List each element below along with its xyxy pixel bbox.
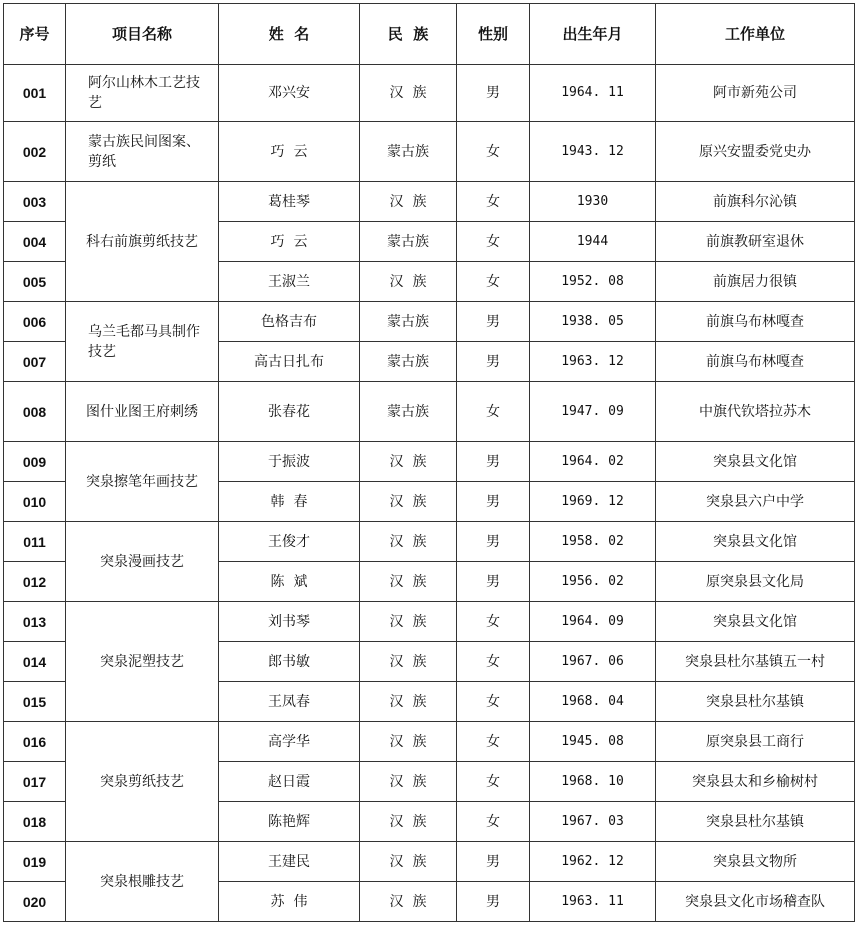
gender-cell: 男	[457, 342, 530, 382]
gender-cell: 女	[457, 682, 530, 722]
name-cell: 邓兴安	[219, 65, 360, 122]
unit-cell: 突泉县六户中学	[656, 482, 855, 522]
seq-cell: 005	[4, 262, 66, 302]
birth-cell: 1964. 02	[530, 442, 656, 482]
name-cell: 巧 云	[219, 122, 360, 182]
ethnicity-cell: 汉 族	[360, 802, 457, 842]
gender-cell: 女	[457, 382, 530, 442]
table-row	[4, 842, 855, 882]
seq-cell: 001	[4, 65, 66, 122]
gender-cell: 女	[457, 222, 530, 262]
table-row	[4, 522, 855, 562]
unit-cell: 前旗乌布林嘎查	[656, 302, 855, 342]
birth-cell: 1947. 09	[530, 382, 656, 442]
ethnicity-cell: 蒙古族	[360, 382, 457, 442]
seq-cell: 006	[4, 302, 66, 342]
unit-cell: 原兴安盟委党史办	[656, 122, 855, 182]
unit-cell: 突泉县文化馆	[656, 442, 855, 482]
name-cell: 王俊才	[219, 522, 360, 562]
unit-cell: 中旗代钦塔拉苏木	[656, 382, 855, 442]
gender-cell: 男	[457, 482, 530, 522]
unit-cell: 前旗科尔沁镇	[656, 182, 855, 222]
name-cell: 巧 云	[219, 222, 360, 262]
birth-cell: 1952. 08	[530, 262, 656, 302]
name-cell: 韩 春	[219, 482, 360, 522]
table-body	[4, 65, 855, 922]
name-cell: 陈 斌	[219, 562, 360, 602]
seq-cell: 008	[4, 382, 66, 442]
name-cell: 张春花	[219, 382, 360, 442]
name-cell: 葛桂琴	[219, 182, 360, 222]
birth-cell: 1956. 02	[530, 562, 656, 602]
name-cell: 王淑兰	[219, 262, 360, 302]
seq-cell: 012	[4, 562, 66, 602]
name-cell: 于振波	[219, 442, 360, 482]
header-birth: 出生年月	[530, 4, 656, 65]
gender-cell: 女	[457, 722, 530, 762]
ethnicity-cell: 汉 族	[360, 682, 457, 722]
birth-cell: 1962. 12	[530, 842, 656, 882]
birth-cell: 1968. 04	[530, 682, 656, 722]
ethnicity-cell: 汉 族	[360, 842, 457, 882]
table-row	[4, 602, 855, 642]
birth-cell: 1963. 11	[530, 882, 656, 922]
name-cell: 王建民	[219, 842, 360, 882]
ethnicity-cell: 汉 族	[360, 442, 457, 482]
gender-cell: 男	[457, 302, 530, 342]
name-cell: 赵日霞	[219, 762, 360, 802]
table-row	[4, 722, 855, 762]
name-cell: 苏 伟	[219, 882, 360, 922]
table-row	[4, 182, 855, 222]
ethnicity-cell: 汉 族	[360, 522, 457, 562]
birth-cell: 1967. 06	[530, 642, 656, 682]
birth-cell: 1964. 09	[530, 602, 656, 642]
name-cell: 郎书敏	[219, 642, 360, 682]
seq-cell: 009	[4, 442, 66, 482]
unit-cell: 阿市新苑公司	[656, 65, 855, 122]
seq-cell: 004	[4, 222, 66, 262]
unit-cell: 突泉县文化馆	[656, 522, 855, 562]
table-row	[4, 382, 855, 442]
project-cell: 科右前旗剪纸技艺	[66, 182, 219, 302]
unit-cell: 突泉县文化馆	[656, 602, 855, 642]
gender-cell: 女	[457, 802, 530, 842]
birth-cell: 1968. 10	[530, 762, 656, 802]
unit-cell: 前旗教研室退休	[656, 222, 855, 262]
unit-cell: 突泉县杜尔基镇	[656, 802, 855, 842]
name-cell: 色格吉布	[219, 302, 360, 342]
seq-cell: 011	[4, 522, 66, 562]
ethnicity-cell: 汉 族	[360, 65, 457, 122]
gender-cell: 男	[457, 522, 530, 562]
unit-cell: 原突泉县文化局	[656, 562, 855, 602]
unit-cell: 突泉县杜尔基镇五一村	[656, 642, 855, 682]
seq-cell: 007	[4, 342, 66, 382]
ethnicity-cell: 汉 族	[360, 602, 457, 642]
seq-cell: 019	[4, 842, 66, 882]
birth-cell: 1969. 12	[530, 482, 656, 522]
ethnicity-cell: 汉 族	[360, 262, 457, 302]
gender-cell: 女	[457, 262, 530, 302]
birth-cell: 1938. 05	[530, 302, 656, 342]
unit-cell: 突泉县文物所	[656, 842, 855, 882]
header-name: 姓 名	[219, 4, 360, 65]
gender-cell: 男	[457, 442, 530, 482]
seq-cell: 002	[4, 122, 66, 182]
name-cell: 陈艳辉	[219, 802, 360, 842]
birth-cell: 1944	[530, 222, 656, 262]
project-cell: 突泉根雕技艺	[66, 842, 219, 922]
header-ethnicity: 民 族	[360, 4, 457, 65]
table-row	[4, 122, 855, 182]
ethnicity-cell: 汉 族	[360, 722, 457, 762]
birth-cell: 1964. 11	[530, 65, 656, 122]
unit-cell: 前旗乌布林嘎查	[656, 342, 855, 382]
gender-cell: 男	[457, 65, 530, 122]
gender-cell: 女	[457, 602, 530, 642]
ethnicity-cell: 蒙古族	[360, 342, 457, 382]
birth-cell: 1958. 02	[530, 522, 656, 562]
ethnicity-cell: 汉 族	[360, 482, 457, 522]
table-row	[4, 442, 855, 482]
unit-cell: 突泉县文化市场稽查队	[656, 882, 855, 922]
header-project: 项目名称	[66, 4, 219, 65]
project-cell: 蒙古族民间图案、剪纸	[66, 122, 219, 182]
seq-cell: 017	[4, 762, 66, 802]
seq-cell: 016	[4, 722, 66, 762]
gender-cell: 女	[457, 642, 530, 682]
birth-cell: 1943. 12	[530, 122, 656, 182]
name-cell: 刘书琴	[219, 602, 360, 642]
header-seq: 序号	[4, 4, 66, 65]
gender-cell: 男	[457, 562, 530, 602]
header-row	[4, 4, 855, 65]
project-cell: 突泉泥塑技艺	[66, 602, 219, 722]
gender-cell: 男	[457, 882, 530, 922]
project-cell: 图什业图王府刺绣	[66, 382, 219, 442]
seq-cell: 020	[4, 882, 66, 922]
heritage-inheritors-table	[3, 3, 855, 922]
ethnicity-cell: 汉 族	[360, 182, 457, 222]
unit-cell: 原突泉县工商行	[656, 722, 855, 762]
name-cell: 高学华	[219, 722, 360, 762]
name-cell: 王凤春	[219, 682, 360, 722]
seq-cell: 018	[4, 802, 66, 842]
gender-cell: 男	[457, 842, 530, 882]
ethnicity-cell: 汉 族	[360, 762, 457, 802]
birth-cell: 1963. 12	[530, 342, 656, 382]
ethnicity-cell: 蒙古族	[360, 222, 457, 262]
unit-cell: 突泉县太和乡榆树村	[656, 762, 855, 802]
ethnicity-cell: 蒙古族	[360, 122, 457, 182]
gender-cell: 女	[457, 122, 530, 182]
header-unit: 工作单位	[656, 4, 855, 65]
unit-cell: 突泉县杜尔基镇	[656, 682, 855, 722]
birth-cell: 1930	[530, 182, 656, 222]
birth-cell: 1945. 08	[530, 722, 656, 762]
ethnicity-cell: 汉 族	[360, 562, 457, 602]
ethnicity-cell: 汉 族	[360, 642, 457, 682]
project-cell: 阿尔山林木工艺技艺	[66, 65, 219, 122]
seq-cell: 015	[4, 682, 66, 722]
seq-cell: 014	[4, 642, 66, 682]
project-cell: 乌兰毛都马具制作技艺	[66, 302, 219, 382]
name-cell: 高古日扎布	[219, 342, 360, 382]
gender-cell: 女	[457, 762, 530, 802]
table-row	[4, 302, 855, 342]
table-row	[4, 65, 855, 122]
seq-cell: 013	[4, 602, 66, 642]
unit-cell: 前旗居力很镇	[656, 262, 855, 302]
ethnicity-cell: 蒙古族	[360, 302, 457, 342]
seq-cell: 010	[4, 482, 66, 522]
seq-cell: 003	[4, 182, 66, 222]
birth-cell: 1967. 03	[530, 802, 656, 842]
project-cell: 突泉漫画技艺	[66, 522, 219, 602]
ethnicity-cell: 汉 族	[360, 882, 457, 922]
project-cell: 突泉剪纸技艺	[66, 722, 219, 842]
project-cell: 突泉擦笔年画技艺	[66, 442, 219, 522]
header-gender: 性别	[457, 4, 530, 65]
gender-cell: 女	[457, 182, 530, 222]
